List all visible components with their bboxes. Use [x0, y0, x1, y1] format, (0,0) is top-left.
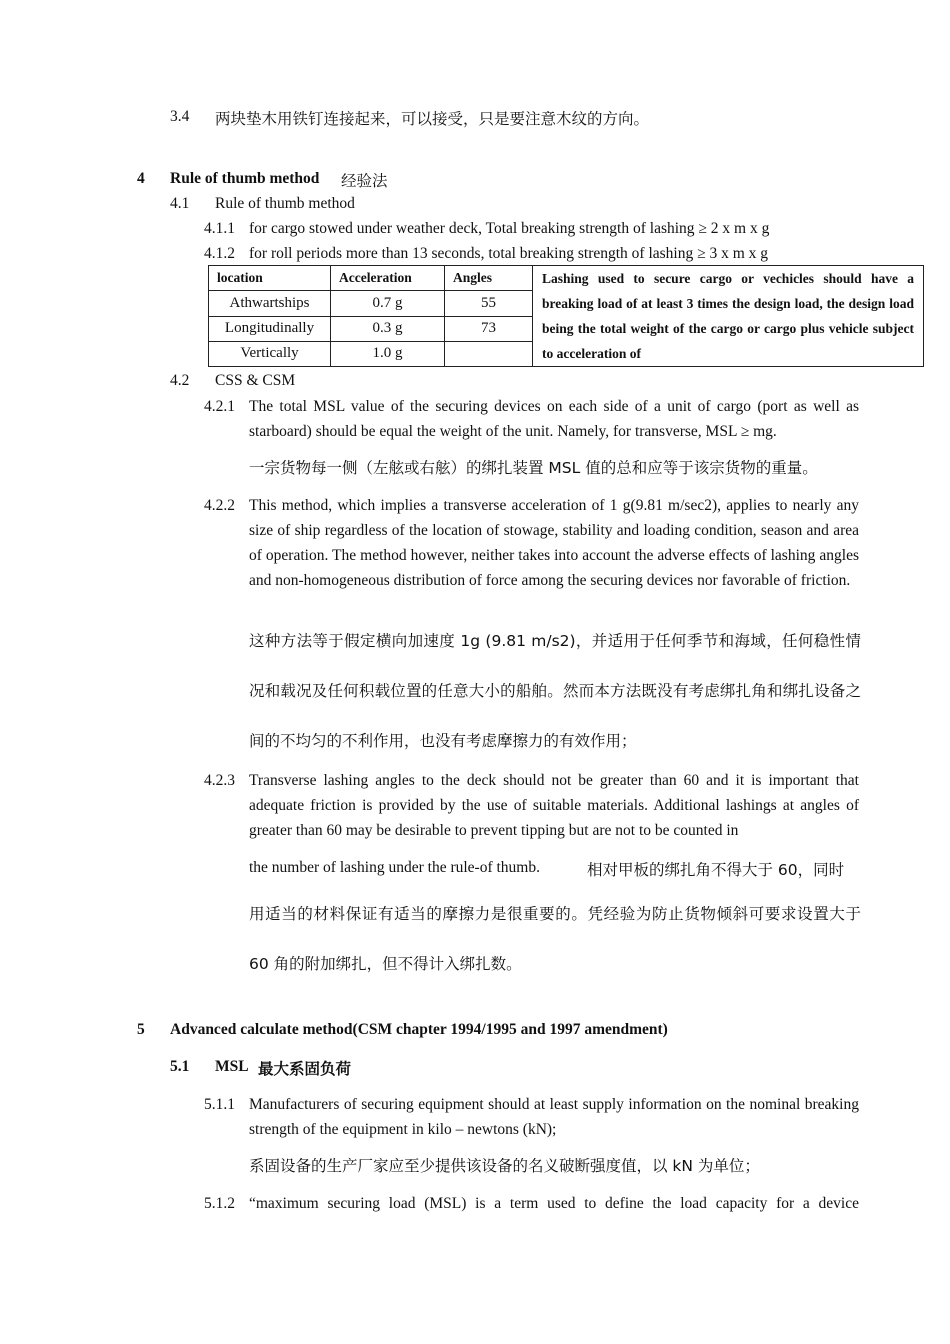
section-5-title: Advanced calculate method(CSM chapter 1994/1995 and 1997 amendment) [170, 1021, 668, 1038]
section-5-1-1-text: Manufacturers of securing equipment should at least supply information on the nominal breaking strength of the equipment in kilo – newtons (kN); [249, 1096, 859, 1138]
section-number: 4.1.1 [204, 220, 235, 237]
section-4-2-3-line4-zh: 相对甲板的绑扎角不得大于 60，同时 [587, 861, 845, 879]
table-note: Lashing used to secure cargo or vechicles should have a breaking load of at least 3 times the design load, the design load being the total weight of the cargo or cargo plus vehicle subject to acceleration of [533, 266, 924, 367]
table-cell-angles [445, 341, 533, 366]
acceleration-table [208, 265, 924, 367]
section-number: 5.1.2 [204, 1195, 235, 1212]
table-cell-acceleration: 1.0 g [331, 341, 445, 366]
table-cell-location: Athwartships [209, 291, 331, 316]
table-header-cell: Angles [445, 266, 533, 291]
section-5-1-title-zh: 最大系固负荷 [258, 1060, 352, 1078]
table-header-cell: Acceleration [331, 266, 445, 291]
section-number: 3.4 [170, 108, 190, 125]
section-4-2-3-text: Transverse lashing angles to the deck should not be greater than 60 and it is important that adequate friction is provided by the use of suitable materials. Additional lashings at angles of greater than 60 may be desirable to prevent tipping but are not to be counted in [249, 772, 859, 839]
section-number: 4.1 [170, 195, 190, 212]
section-4-2-1-zh: 一宗货物每一侧（左舷或右舷）的绑扎装置 MSL 值的总和应等于该宗货物的重量。 [249, 459, 818, 477]
table-cell-location: Vertically [209, 341, 331, 366]
section-4-2-2-zh: 这种方法等于假定横向加速度 1g (9.81 m/s2)，并适用于任何季节和海域，任何稳性情况和载况及任何积载位置的任意大小的船舶。然而本方法既没有考虑绑扎角和绑扎设备之间的不均匀的不利作用，也没有考虑摩擦力的有效作用； [249, 632, 861, 750]
section-number: 5.1 [170, 1058, 190, 1075]
table-cell-acceleration: 0.3 g [331, 316, 445, 341]
section-5-1-2-text: “maximum securing load (MSL) is a term used to define the load capacity for a device [249, 1195, 859, 1212]
table-header-row [209, 266, 924, 291]
table-header-cell: location [209, 266, 331, 291]
section-4-1-1-text: for cargo stowed under weather deck, Total breaking strength of lashing ≥ 2 x m x g [249, 220, 770, 237]
table-cell-angles: 73 [445, 316, 533, 341]
section-number: 4.1.2 [204, 245, 235, 262]
table-cell-location: Longitudinally [209, 316, 331, 341]
section-number: 5.1.1 [204, 1096, 235, 1113]
section-5-1-1-zh: 系固设备的生产厂家应至少提供该设备的名义破断强度值，以 kN 为单位； [249, 1157, 760, 1175]
section-number: 5 [137, 1021, 145, 1038]
section-number: 4.2.1 [204, 398, 235, 415]
section-4-2-3-line4-en: the number of lashing under the rule-of thumb. [249, 859, 540, 876]
section-4-2-1-text: The total MSL value of the securing devices on each side of a unit of cargo (port as well as starboard) should be equal the weight of the unit. Namely, for transverse, MSL ≥ mg. [249, 398, 859, 440]
section-4-2-2-text: This method, which implies a transverse acceleration of 1 g(9.81 m/sec2), applies to nearly any size of ship regardless of the location of stowage, stability and loading condition, season and area of operation. The method however, neither takes into account the adverse effects of lashing angles and non-homogeneous distribution of force among the securing devices nor favorable of friction. [249, 497, 859, 589]
section-number: 4.2.2 [204, 497, 235, 514]
section-4-1-title: Rule of thumb method [215, 195, 355, 212]
section-5-1-title: MSL [215, 1058, 249, 1075]
section-4-1-2-text: for roll periods more than 13 seconds, total breaking strength of lashing ≥ 3 x m x g [249, 245, 769, 262]
section-3-4-text: 两块垫木用铁钉连接起来，可以接受，只是要注意木纹的方向。 [215, 110, 650, 128]
table-cell-angles: 55 [445, 291, 533, 316]
table-cell-acceleration: 0.7 g [331, 291, 445, 316]
section-4-2-title: CSS & CSM [215, 372, 296, 389]
section-4-title-zh: 经验法 [341, 172, 388, 190]
section-number: 4.2 [170, 372, 190, 389]
section-number: 4 [137, 170, 145, 187]
section-4-2-3-zh: 用适当的材料保证有适当的摩擦力是很重要的。凭经验为防止货物倾斜可要求设置大于 60 角的附加绑扎，但不得计入绑扎数。 [249, 905, 861, 973]
section-4-title: Rule of thumb method [170, 170, 320, 187]
section-number: 4.2.3 [204, 772, 235, 789]
